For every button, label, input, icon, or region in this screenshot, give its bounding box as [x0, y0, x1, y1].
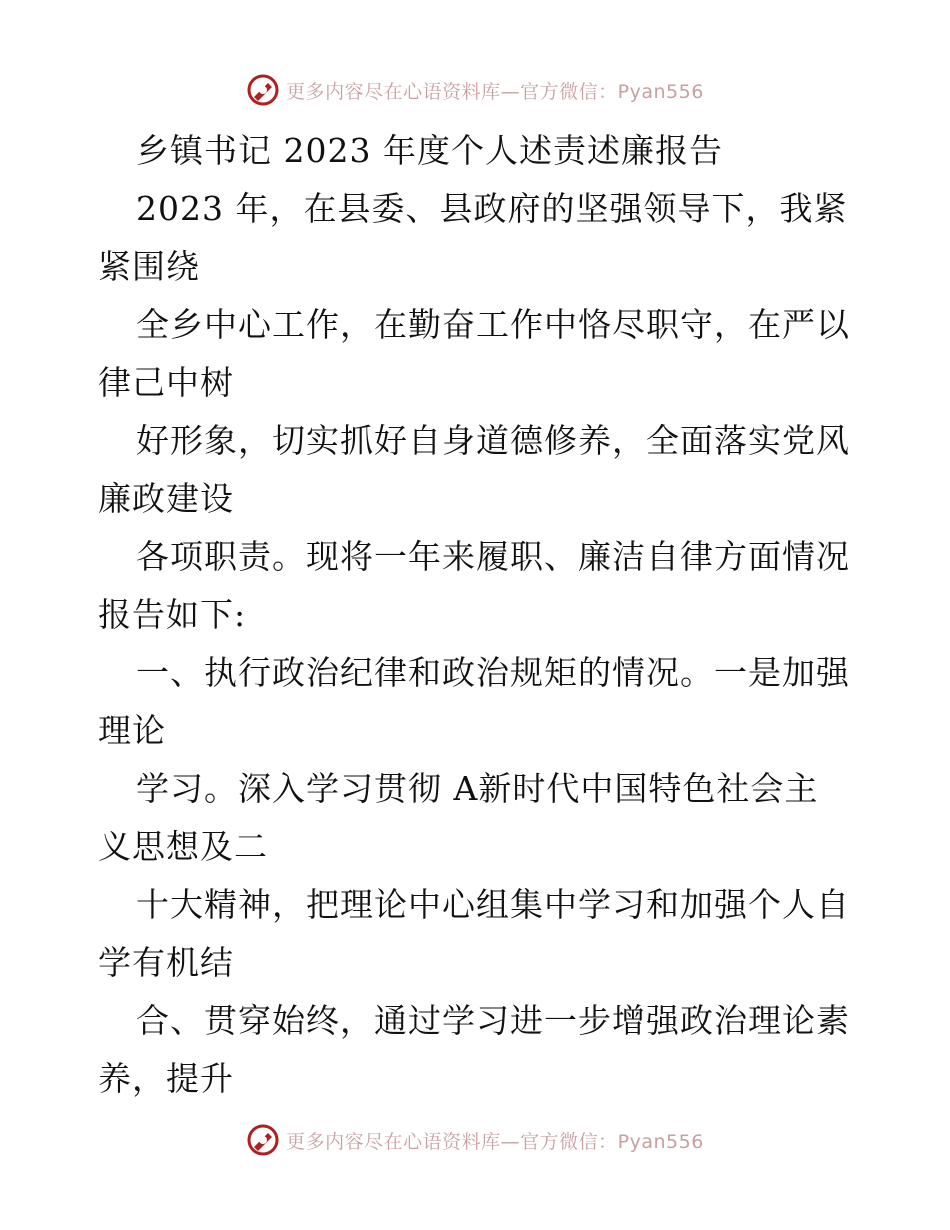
paragraph-line: 一、执行政治纪律和政治规矩的情况。一是加强	[136, 653, 850, 692]
paragraph-line: 合、贯穿始终，通过学习进一步增强政治理论素	[136, 1001, 850, 1040]
paragraph-line: 廉政建设	[98, 479, 234, 518]
watermark-group	[246, 73, 704, 107]
watermark-text: 更多内容尽在心语资料库—官方微信：Pyan556	[286, 80, 704, 103]
paragraph-line: 2023 年，在县委、县政府的坚强领导下，我紧	[136, 189, 848, 228]
watermark-text: 更多内容尽在心语资料库—官方微信：Pyan556	[286, 1130, 704, 1153]
paragraph-line: 各项职责。现将一年来履职、廉洁自律方面情况	[136, 537, 850, 576]
paragraph-line: 好形象，切实抓好自身道德修养，全面落实党风	[136, 421, 850, 460]
header-watermark	[0, 70, 950, 110]
footer-watermark	[0, 1120, 950, 1160]
paragraph-line: 全乡中心工作，在勤奋工作中恪尽职守，在严以	[136, 305, 850, 344]
paragraph-line: 学习。深入学习贯彻 A新时代中国特色社会主	[136, 769, 819, 808]
paragraph-line: 报告如下:	[98, 595, 247, 634]
document-title: 乡镇书记 2023 年度个人述责述廉报告	[136, 131, 723, 170]
pen-circle-icon	[246, 73, 280, 107]
paragraph-line: 律己中树	[98, 363, 234, 402]
document-body	[98, 122, 858, 1108]
paragraph-line: 学有机结	[98, 943, 234, 982]
pen-circle-icon	[246, 1123, 280, 1157]
paragraph-line: 理论	[98, 711, 166, 750]
paragraph-line: 紧围绕	[98, 247, 200, 286]
watermark-group	[246, 1123, 704, 1157]
paragraph-line: 十大精神，把理论中心组集中学习和加强个人自	[136, 885, 850, 924]
paragraph-line: 养，提升	[98, 1059, 234, 1098]
paragraph-line: 义思想及二	[98, 827, 268, 866]
